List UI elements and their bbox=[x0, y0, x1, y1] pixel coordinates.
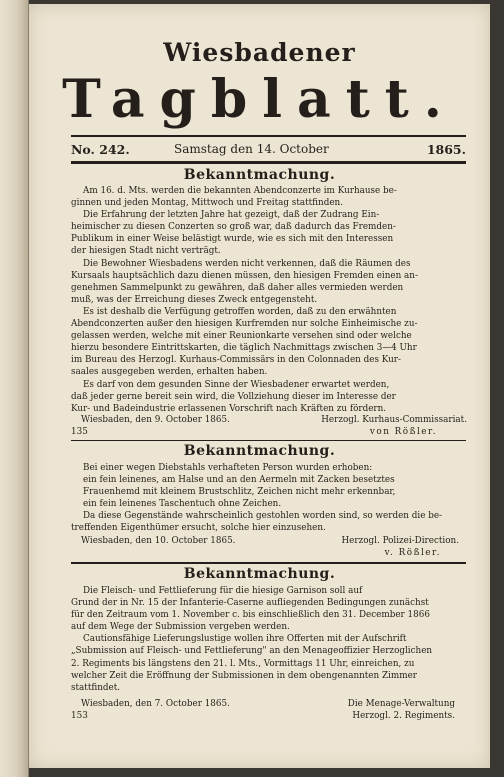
notice-1-line: Am 16. d. Mts. werden die bekannten Abendconzerte im Kurhause be- bbox=[83, 186, 397, 196]
notice-1-line: muß, was der Erreichung dieses Zweck entgegensteht. bbox=[71, 294, 318, 305]
notice-2-signature-row bbox=[71, 536, 467, 548]
notice-1-rule bbox=[71, 440, 466, 441]
notice-1-line: Abendconzerten außer den hiesigen Kurfremden nur solche Einheimische zu- bbox=[71, 319, 418, 330]
notice-2-line: treffenden Eigenthümer ersucht, solche hier einzusehen. bbox=[71, 523, 326, 534]
notice-3-line: 2. Regiments bis längstens den 21. l. Mts., Vormittags 11 Uhr, einreichen, zu bbox=[71, 658, 415, 669]
notice-1-name-row bbox=[71, 427, 467, 439]
notice-3-signature-row bbox=[71, 699, 467, 711]
notice-1-line: Kur- und Badeindustrie erlassenen Vorschrift nach Kräften zu fördern. bbox=[71, 403, 387, 414]
notice-3-body bbox=[71, 585, 467, 694]
notice-3-line: welcher Zeit die Eröffnung der Submissionen in dem obengenannten Zimmer bbox=[71, 670, 417, 681]
notice-1-line: hierzu besondere Eintrittskarten, die täglich Nachmittags zwischen 3—4 Uhr bbox=[71, 343, 417, 354]
notice-3-line: auf dem Wege der Submission vergeben werden. bbox=[71, 622, 290, 633]
notice-1-line: Es ist deshalb die Verfügung getroffen worden, daß zu den erwähnten bbox=[83, 306, 397, 317]
notice-3-line: Grund der in Nr. 15 der Infanterie-Caserne aufliegenden Bedingungen zunächst bbox=[71, 598, 429, 609]
masthead-rule-bottom bbox=[71, 161, 466, 164]
notice-2-rule bbox=[71, 562, 466, 564]
notice-1-line: ginnen und jeden Montag, Mittwoch und Freitag stattfinden. bbox=[71, 198, 344, 209]
issue-year: 1865. bbox=[426, 142, 466, 157]
notice-1-number: 135 bbox=[71, 427, 88, 437]
masthead-rule-top bbox=[71, 135, 466, 137]
notice-3-line: stattfindet. bbox=[71, 682, 121, 693]
notice-2-place-date: Wiesbaden, den 10. October 1865. bbox=[81, 536, 236, 546]
notice-3-place-date: Wiesbaden, den 7. October 1865. bbox=[81, 699, 230, 709]
newspaper-page bbox=[29, 4, 490, 768]
book-spine bbox=[0, 0, 29, 777]
notice-3-line: für den Zeitraum vom 1. November c. bis einschließlich den 31. December 1866 bbox=[71, 610, 430, 621]
notice-1-title: Bekanntmachung. bbox=[183, 167, 336, 183]
notice-1-line: im Bureau des Herzogl. Kurhaus-Commissärs in den Colonnaden des Kur- bbox=[71, 355, 401, 366]
notice-1-line: der hiesigen Stadt nicht verträgt. bbox=[71, 246, 221, 257]
notice-2-name-row bbox=[71, 548, 467, 560]
notice-1-line: saales ausgegeben werden, erhalten haben. bbox=[71, 367, 268, 378]
notice-1-body bbox=[71, 185, 467, 415]
notice-3-authority: Die Menage-Verwaltung bbox=[347, 699, 455, 709]
notice-1-line: Kursaals hauptsächlich dazu dienen müssen, den hiesigen Fremden einen an- bbox=[71, 270, 418, 281]
notice-1-line: Die Bewohner Wiesbadens werden nicht verkennen, daß die Räumen des bbox=[83, 258, 411, 269]
notice-2-authority: Herzogl. Polizei-Direction. bbox=[341, 536, 459, 546]
notice-1-line: gelassen werden, welche mit einer Reunionkarte versehen sind oder welche bbox=[71, 331, 412, 342]
notice-3-title: Bekanntmachung. bbox=[183, 566, 336, 582]
notice-3-line: Cautionsfähige Lieferungslustige wollen ihre Offerten mit der Aufschrift bbox=[83, 634, 407, 645]
notice-3-regiment: Herzogl. 2. Regiments. bbox=[352, 711, 455, 721]
notice-1-line: genehmen Sammelpunkt zu gewähren, daß daher alles vermieden werden bbox=[71, 282, 404, 293]
notice-2-line: Da diese Gegenstände wahrscheinlich gestohlen worden sind, so werden die be- bbox=[83, 511, 443, 522]
issue-number: No. 242. bbox=[71, 142, 130, 157]
notice-1-signature-row bbox=[71, 415, 467, 427]
notice-1-line: Publikum in einer Weise belästigt wurde, wie es sich mit den Interessen bbox=[71, 234, 394, 245]
notice-2-title: Bekanntmachung. bbox=[183, 443, 336, 459]
notice-1-place-date: Wiesbaden, den 9. October 1865. bbox=[81, 415, 230, 425]
masthead-subtitle: Wiesbadener bbox=[163, 38, 356, 67]
notice-3-line: „Submission auf Fleisch- und Fettlieferung" an den Menageoffizier Herzoglichen bbox=[71, 646, 433, 657]
masthead-title: Tagblatt. bbox=[62, 69, 457, 130]
notice-3-number: 153 bbox=[71, 711, 88, 721]
issue-date: Samstag den 14. October bbox=[174, 142, 329, 156]
notice-1-line: Die Erfahrung der letzten Jahre hat gezeigt, daß der Zudrang Ein- bbox=[83, 210, 380, 221]
notice-2-line: Bei einer wegen Diebstahls verhafteten Person wurden erhoben: bbox=[83, 463, 373, 473]
dateline bbox=[71, 142, 466, 160]
notice-3-line: Die Fleisch- und Fettlieferung für die hiesige Garnison soll auf bbox=[83, 586, 363, 596]
notice-1-line: daß jeder gerne bereit sein wird, die Vollziehung dieser im Interesse der bbox=[71, 391, 396, 402]
notice-1-line: Es darf von dem gesunden Sinne der Wiesbadener erwartet werden, bbox=[83, 379, 390, 390]
notice-2-line: Frauenhemd mit kleinem Brustschlitz, Zeichen nicht mehr erkennbar, bbox=[83, 487, 396, 498]
notice-3-name-row bbox=[71, 711, 467, 723]
notice-2-signatory: v. Rößler. bbox=[384, 548, 441, 558]
notice-2-line: ein fein leinenes Taschentuch ohne Zeichen. bbox=[83, 499, 282, 510]
notice-2-line: ein fein leinenes, am Halse und an den Aermeln mit Zacken besetztes bbox=[83, 475, 395, 486]
notice-2-body bbox=[71, 462, 467, 535]
notice-1-signatory: von Rößler. bbox=[369, 427, 437, 437]
notice-1-line: heimischer zu diesen Conzerten so groß war, daß dadurch das Fremden- bbox=[71, 222, 396, 233]
notice-1-authority: Herzogl. Kurhaus-Commissariat. bbox=[321, 415, 467, 425]
